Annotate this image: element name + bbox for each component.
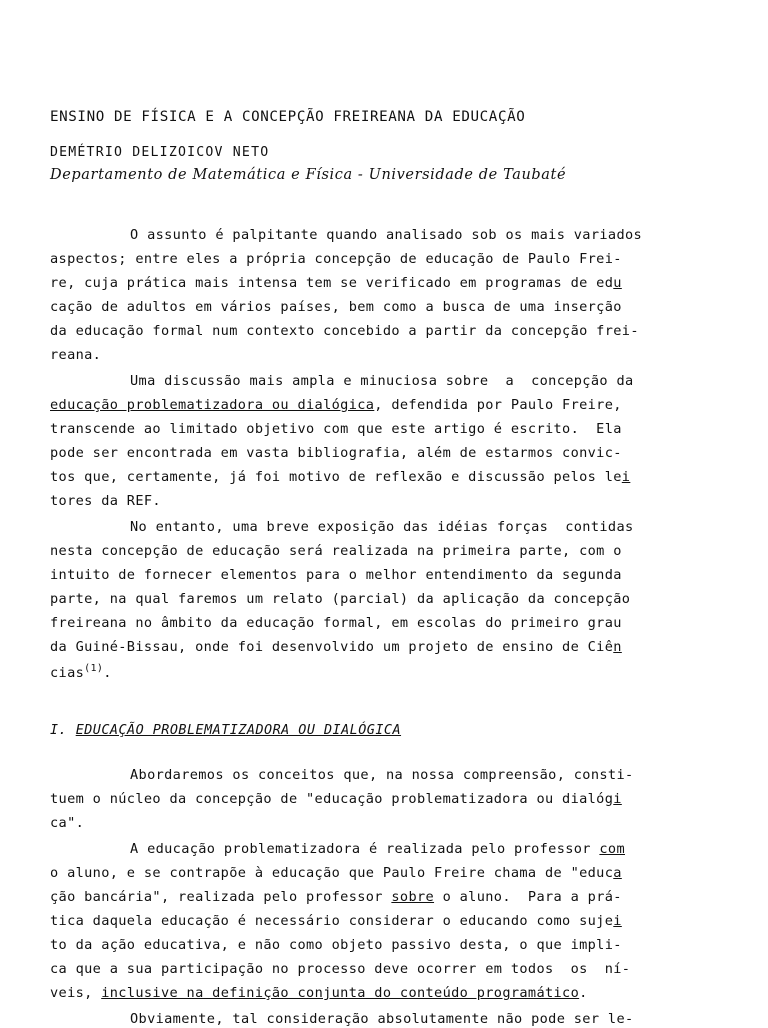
text-span: tica daquela educação é necessário considerar o educando como suje [50, 913, 614, 929]
author-name: DEMÉTRIO DELIZOICOV NETO [50, 145, 270, 160]
text-line: reana. [50, 347, 102, 363]
underlined-text: u [613, 275, 622, 291]
text-line: aspectos; entre eles a própria concepção de educação de Paulo Frei- [50, 251, 622, 267]
text-span: o aluno, e se contrapõe à educação que Paulo Freire chama de "educ [50, 865, 614, 881]
text-line: nesta concepção de educação será realizada na primeira parte, com o [50, 543, 622, 559]
text-line: tores da REF. [50, 493, 161, 509]
footnote-marker: (1) [84, 663, 104, 674]
text-line [50, 912, 622, 930]
text-span: A educação problematizadora é realizada pelo professor [130, 841, 600, 857]
text-line: da educação formal num contexto concebido a partir da concepção frei- [50, 323, 639, 339]
text-line: cação de adultos em vários países, bem como a busca de uma inserção [50, 299, 622, 315]
text-line [50, 888, 622, 906]
text-line [130, 840, 625, 858]
text-line: Obviamente, tal consideração absolutamente não pode ser le- [130, 1011, 634, 1027]
text-line [50, 274, 622, 292]
text-line [50, 864, 622, 882]
text-span: . [103, 665, 112, 681]
article-title: ENSINO DE FÍSICA E A CONCEPÇÃO FREIREANA DA EDUCAÇÃO [50, 109, 526, 125]
text-span: cias [50, 665, 85, 681]
text-span: da Guiné-Bissau, onde foi desenvolvido um projeto de ensino de Ciê [50, 639, 614, 655]
text-line: pode ser encontrada em vasta bibliografia, além de estarmos convic- [50, 445, 622, 461]
text-line: intuito de fornecer elementos para o melhor entendimento da segunda [50, 567, 622, 583]
text-line: Abordaremos os conceitos que, na nossa compreensão, consti- [130, 767, 634, 783]
underlined-text: com [599, 841, 625, 857]
section-title: EDUCAÇÃO PROBLEMATIZADORA OU DIALÓGICA [75, 723, 402, 738]
underlined-text: i [613, 913, 622, 929]
text-span: . [579, 985, 588, 1001]
text-span: o aluno. Para a prá- [434, 889, 622, 905]
text-span: re, cuja prática mais intensa tem se verificado em programas de ed [50, 275, 614, 291]
text-line [50, 664, 112, 682]
text-line: transcende ao limitado objetivo com que este artigo é escrito. Ela [50, 421, 622, 437]
underlined-text: i [621, 469, 631, 485]
text-line [50, 638, 622, 656]
text-line: Uma discussão mais ampla e minuciosa sobre a concepção da [130, 373, 634, 389]
underlined-text: sobre [391, 889, 435, 905]
text-span: veis, [50, 985, 102, 1001]
text-line: No entanto, uma breve exposição das idéias forças contidas [130, 519, 634, 535]
section-number: I. [50, 723, 68, 738]
text-line: to da ação educativa, e não como objeto passivo desta, o que impli- [50, 937, 622, 953]
text-line [50, 790, 622, 808]
text-span: , defendida por Paulo Freire, [374, 397, 622, 413]
author-affiliation: Departamento de Matemática e Física - Universidade de Taubaté [50, 167, 567, 183]
text-line: ca". [50, 815, 85, 831]
text-line: parte, na qual faremos um relato (parcial) da aplicação da concepção [50, 591, 631, 607]
text-line [50, 984, 588, 1002]
text-line: freireana no âmbito da educação formal, em escolas do primeiro grau [50, 615, 622, 631]
text-line [50, 468, 630, 486]
underlined-text: a [613, 865, 622, 881]
underlined-text: i [613, 791, 622, 807]
section-heading [50, 722, 401, 740]
text-line: O assunto é palpitante quando analisado sob os mais variados [130, 227, 643, 243]
underlined-text: n [613, 639, 622, 655]
text-line [50, 396, 622, 414]
text-span: tos que, certamente, já foi motivo de reflexão e discussão pelos le [50, 469, 622, 485]
text-span: tuem o núcleo da concepção de "educação problematizadora ou dialóg [50, 791, 614, 807]
text-line: ca que a sua participação no processo deve ocorrer em todos os ní- [50, 961, 631, 977]
underlined-text: inclusive na definição conjunta do conteúdo programático [101, 985, 580, 1001]
underlined-text: educação problematizadora ou dialógica [50, 397, 375, 413]
text-span: ção bancária", realizada pelo professor [50, 889, 392, 905]
